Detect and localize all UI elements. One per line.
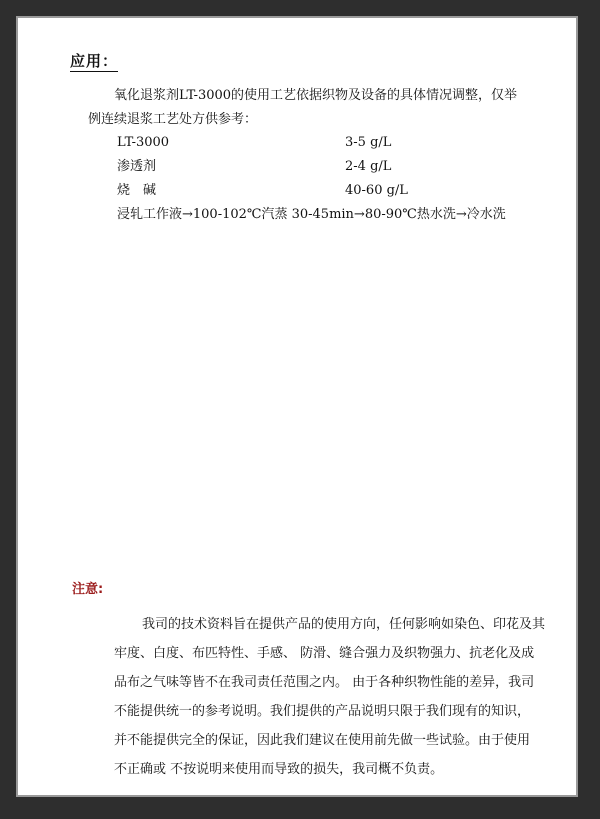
notice-line: 不能提供统一的参考说明。我们提供的产品说明只限于我们现有的知识， (114, 704, 531, 719)
recipe-name: LT-3000 (117, 135, 170, 150)
section-heading: 应用： (70, 52, 119, 70)
intro-line-2: 例连续退浆工艺处方供参考： (88, 112, 258, 127)
notice-line: 不正确或 不按说明来使用而导致的损失，我司概不负责。 (114, 762, 444, 777)
process-flow: 浸轧工作液→100-102℃汽蒸 30-45min→80-90℃热水洗→冷水洗 (117, 207, 506, 222)
notice-line: 我司的技术资料旨在提供产品的使用方向，任何影响如染色、印花及其 (142, 617, 546, 632)
recipe-qty: 40-60 g/L (345, 183, 408, 198)
notice-line: 品布之气味等皆不在我司责任范围之内。 由于各种织物性能的差异，我司 (114, 675, 535, 690)
recipe-qty: 3-5 g/L (345, 135, 392, 150)
recipe-name: 渗透剂 (117, 159, 157, 174)
notice-title: 注意: (72, 582, 104, 597)
notice-line: 并不能提供完全的保证，因此我们建议在使用前先做一些试验。由于使用 (114, 733, 531, 748)
notice-line: 牢度、白度、布匹特性、手感、 防滑、缝合强力及织物强力、抗老化及成 (114, 646, 535, 661)
notice-body (114, 610, 546, 784)
intro-paragraph (88, 84, 548, 132)
recipe-qty: 2-4 g/L (345, 159, 392, 174)
recipe-name: 烧 碱 (117, 183, 157, 198)
intro-line-1: 氧化退浆剂LT-3000的使用工艺依据织物及设备的具体情况调整，仅举 (114, 88, 518, 103)
